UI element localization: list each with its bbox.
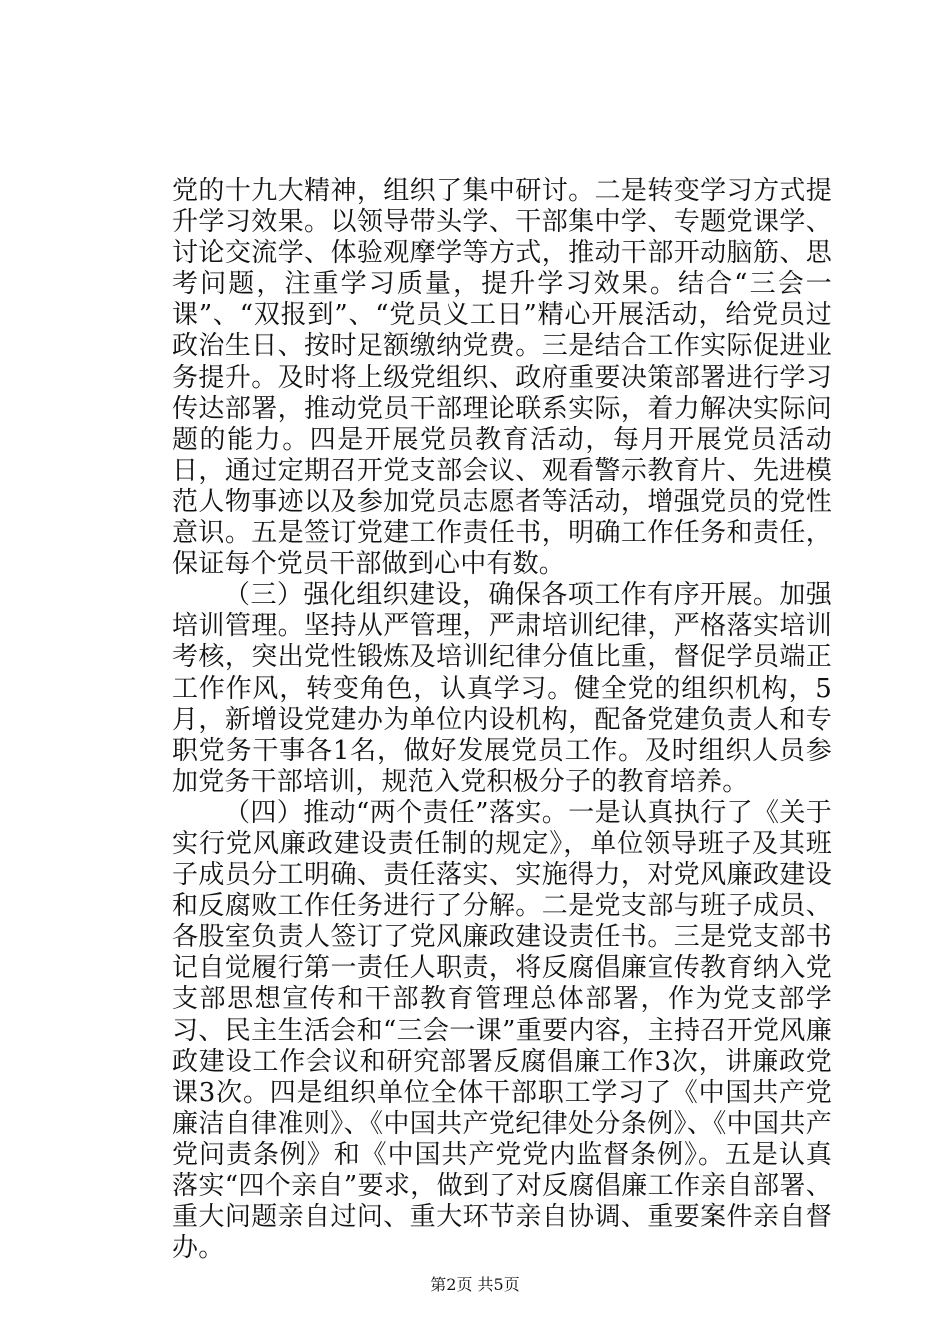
paragraph-two-responsibilities: （四）推动“两个责任”落实。一是认真执行了《关于实行党风廉政建设责任制的规定》，单位领导班子及其班子成员分工明确、责任落实、实施得力，对党风廉政建设和反腐败工作任务进行了分解。二是党支部与班子成员、各股室负责人签订了党风廉政建设责任书。三是党支部书记自觉履行第一责任人职责，将反腐倡廉宣传教育纳入党支部思想宣传和干部教育管理总体部署，作为党支部学习、民主生活会和“三会一课”重要内容，主持召开党风廉政建设工作会议和研究部署反腐倡廉工作3次，讲廉政党课3次。四是组织单位全体干部职工学习了《中国共产党廉洁自律准则》、《中国共产党纪律处分条例》、《中国共产党问责条例》和《中国共产党党内监督条例》。五是认真落实“四个亲自”要求，做到了对反腐倡廉工作亲自部署、重大问题亲自过问、重大环节亲自协调、重要案件亲自督办。 [172, 797, 832, 1264]
paragraph-organization-building: （三）强化组织建设，确保各项工作有序开展。加强培训管理。坚持从严管理，严肃培训纪律，严格落实培训考核，突出党性锻炼及培训纪律分值比重，督促学员端正工作作风，转变角色，认真学习。健全党的组织机构，5月，新增设党建办为单位内设机构，配备党建负责人和专职党务干事各1名，做好发展党员工作。及时组织人员参加党务干部培训，规范入党积极分子的教育培养。 [172, 580, 832, 797]
document-body [172, 176, 832, 1264]
page-number-footer: 第2页 共5页 [430, 1275, 520, 1294]
paragraph-continuation: 党的十九大精神，组织了集中研讨。二是转变学习方式提升学习效果。以领导带头学、干部集中学、专题党课学、讨论交流学、体验观摩学等方式，推动干部开动脑筋、思考问题，注重学习质量，提升学习效果。结合“三会一课”、“双报到”、“党员义工日”精心开展活动，给党员过政治生日、按时足额缴纳党费。三是结合工作实际促进业务提升。及时将上级党组织、政府重要决策部署进行学习传达部署，推动党员干部理论联系实际，着力解决实际问题的能力。四是开展党员教育活动，每月开展党员活动日，通过定期召开党支部会议、观看警示教育片、先进模范人物事迹以及参加党员志愿者等活动，增强党员的党性意识。五是签订党建工作责任书，明确工作任务和责任，保证每个党员干部做到心中有数。 [172, 176, 832, 580]
